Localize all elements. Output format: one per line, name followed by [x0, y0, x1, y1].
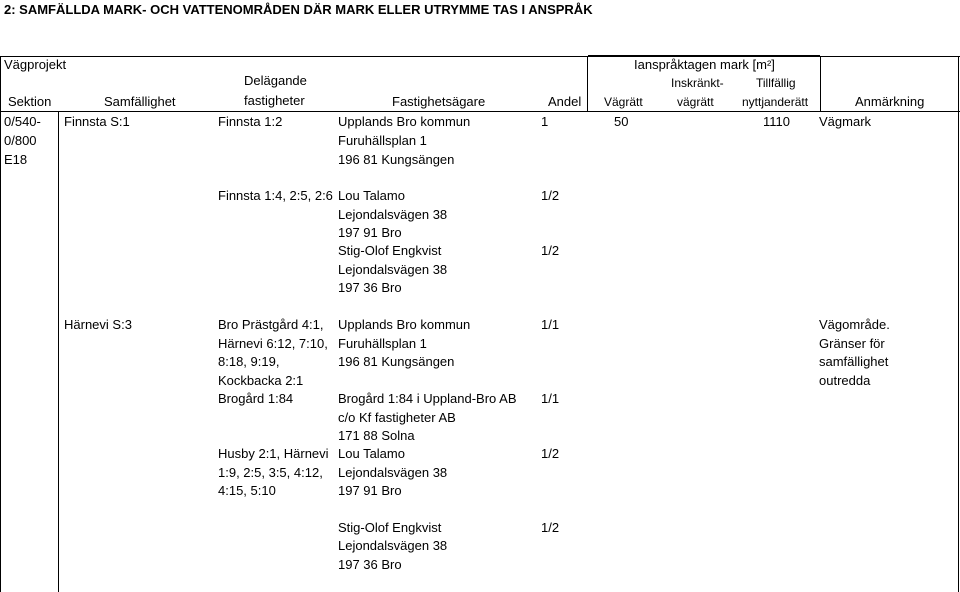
ianspraktagen-box-top: [588, 55, 820, 56]
r2-agare-b-1: Stig-Olof Engkvist: [338, 243, 442, 258]
r4-agare-3: 171 88 Solna: [338, 428, 415, 443]
r6-agare-1: Stig-Olof Engkvist: [338, 520, 442, 535]
divider-ianspraktagen-right: [820, 56, 821, 112]
left-border: [0, 56, 1, 592]
r2-andel-b: 1/2: [541, 243, 560, 258]
right-border: [958, 56, 959, 592]
header-inskrankt-1: Inskränkt-: [671, 76, 724, 90]
r1-samfallighet: Finnsta S:1: [64, 114, 130, 129]
r4-fastighet: Brogård 1:84: [218, 391, 294, 406]
r1-agare-2: Furuhällsplan 1: [338, 133, 427, 148]
header-inskrankt-2: vägrätt: [677, 95, 714, 109]
header-andel: Andel: [548, 94, 582, 109]
r4-andel: 1/1: [541, 391, 560, 406]
r4-agare-2: c/o Kf fastigheter AB: [338, 410, 456, 425]
r5-fastighet-3: 4:15, 5:10: [218, 483, 276, 498]
r3-fastighet-2: Härnevi 6:12, 7:10,: [218, 336, 328, 351]
r3-agare-3: 196 81 Kungsängen: [338, 354, 455, 369]
header-ianspraktagen: Ianspråktagen mark [m²]: [634, 57, 775, 72]
r3-agare-2: Furuhällsplan 1: [338, 336, 427, 351]
r5-agare-1: Lou Talamo: [338, 446, 405, 461]
header-samfallighet: Samfällighet: [104, 94, 176, 109]
r2-agare-a-3: 197 91 Bro: [338, 225, 402, 240]
r5-fastighet-1: Husby 2:1, Härnevi: [218, 446, 329, 461]
sektion-line-3: E18: [4, 152, 28, 167]
r1-agare-1: Upplands Bro kommun: [338, 114, 471, 129]
r1-agare-3: 196 81 Kungsängen: [338, 152, 455, 167]
page-title: 2: SAMFÄLLDA MARK- OCH VATTENOMRÅDEN DÄR MARK ELLER UTRYMME TAS I ANSPRÅK: [4, 2, 593, 17]
r6-agare-2: Lejondalsvägen 38: [338, 538, 448, 553]
r3-anmarkning-1: Vägområde.: [819, 317, 890, 332]
r1-tillfallig: 1110: [763, 114, 790, 129]
header-tillfallig-2: nyttjanderätt: [742, 95, 809, 109]
r2-agare-b-3: 197 36 Bro: [338, 280, 402, 295]
divider-ianspraktagen-left: [587, 56, 588, 112]
r1-anmarkning: Vägmark: [819, 114, 872, 129]
r1-vagratt: 50: [614, 114, 629, 129]
r1-fastighet: Finnsta 1:2: [218, 114, 283, 129]
r3-anmarkning-4: outredda: [819, 373, 871, 388]
r6-agare-3: 197 36 Bro: [338, 557, 402, 572]
header-anmarkning: Anmärkning: [855, 94, 925, 109]
r3-fastighet-3: 8:18, 9:19,: [218, 354, 280, 369]
r2-agare-b-2: Lejondalsvägen 38: [338, 262, 448, 277]
r3-fastighet-4: Kockbacka 2:1: [218, 373, 304, 388]
r2-agare-a-2: Lejondalsvägen 38: [338, 207, 448, 222]
divider-sektion: [58, 112, 59, 592]
r3-agare-1: Upplands Bro kommun: [338, 317, 471, 332]
r2-agare-a-1: Lou Talamo: [338, 188, 405, 203]
sektion-line-2: 0/800: [4, 133, 37, 148]
r5-andel: 1/2: [541, 446, 560, 461]
header-sektion: Sektion: [8, 94, 52, 109]
r2-andel-a: 1/2: [541, 188, 560, 203]
header-vagprojekt: Vägprojekt: [4, 57, 67, 72]
r2-fastighet: Finnsta 1:4, 2:5, 2:6: [218, 188, 333, 203]
header-bottom-line: [0, 111, 960, 112]
r3-fastighet-1: Bro Prästgård 4:1,: [218, 317, 324, 332]
r3-anmarkning-2: Gränser för: [819, 336, 885, 351]
r5-agare-2: Lejondalsvägen 38: [338, 465, 448, 480]
r4-agare-1: Brogård 1:84 i Uppland-Bro AB: [338, 391, 517, 406]
r5-fastighet-2: 1:9, 2:5, 3:5, 4:12,: [218, 465, 323, 480]
header-fastighetsagare: Fastighetsägare: [392, 94, 486, 109]
r1-andel: 1: [541, 114, 549, 129]
r5-agare-3: 197 91 Bro: [338, 483, 402, 498]
r3-samfallighet: Härnevi S:3: [64, 317, 132, 332]
r3-anmarkning-3: samfällighet: [819, 354, 889, 369]
sektion-line-1: 0/540-: [4, 114, 41, 129]
header-vagratt: Vägrätt: [604, 95, 643, 109]
header-delagande-1: Delägande: [244, 73, 307, 88]
r6-andel: 1/2: [541, 520, 560, 535]
header-delagande-2: fastigheter: [244, 93, 305, 108]
header-top-line: [0, 56, 960, 57]
r3-andel: 1/1: [541, 317, 560, 332]
header-tillfallig-1: Tillfällig: [756, 76, 796, 90]
